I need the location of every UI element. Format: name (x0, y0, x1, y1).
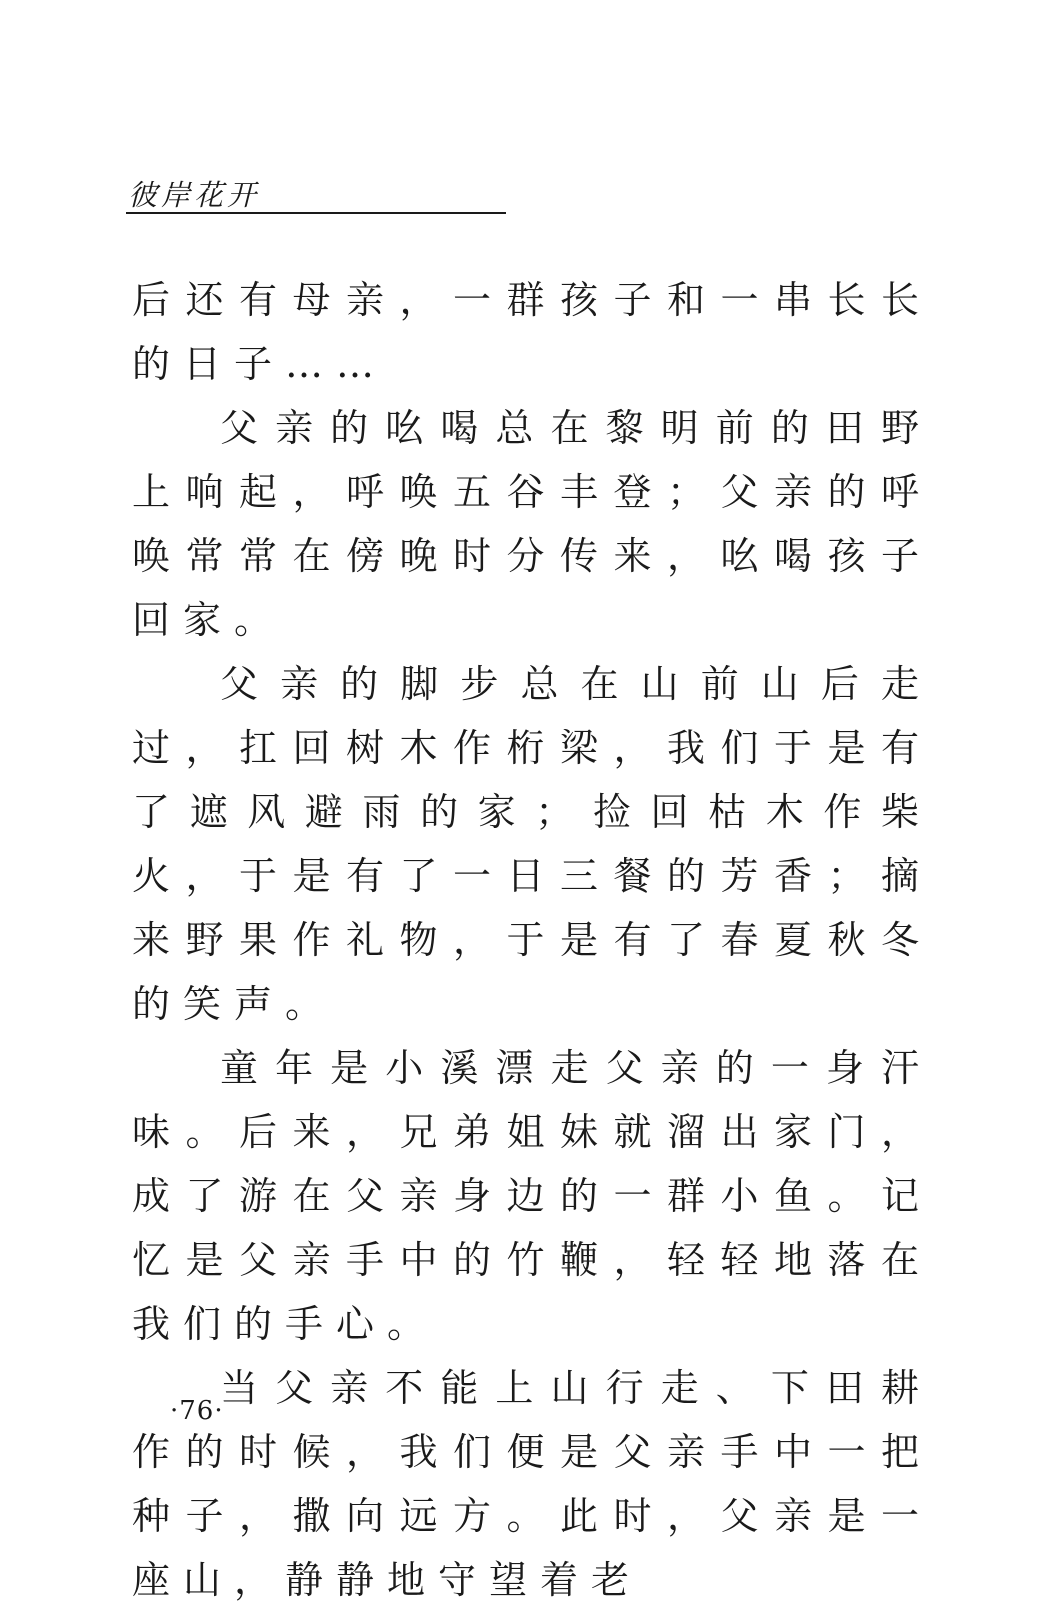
paragraph: 父亲的吆喝总在黎明前的田野上响起，呼唤五谷丰登；父亲的呼唤常常在傍晚时分传来，吆喝孩子回家。 (132, 406, 932, 642)
paragraph: 父亲的脚步总在山前山后走过，扛回树木作桁梁，我们于是有了遮风避雨的家；捡回枯木作柴火，于是有了一日三餐的芳香；摘来野果作礼物，于是有了春夏秋冬的笑声。 (132, 662, 932, 1026)
paragraph: 童年是小溪漂走父亲的一身汗味。后来，兄弟姐妹就溜出家门，成了游在父亲身边的一群小鱼。记忆是父亲手中的竹鞭，轻轻地落在我们的手心。 (132, 1046, 932, 1346)
body-text (132, 268, 932, 1612)
header-rule (126, 212, 506, 214)
paragraph-continuation: 后还有母亲，一群孩子和一串长长的日子…… (132, 278, 932, 386)
page-number: ·76· (170, 1396, 224, 1426)
running-header: 彼岸花开 (128, 178, 261, 212)
paragraph: 当父亲不能上山行走、下田耕作的时候，我们便是父亲手中一把种子，撒向远方。此时，父亲是一座山，静静地守望着老 (132, 1366, 932, 1602)
